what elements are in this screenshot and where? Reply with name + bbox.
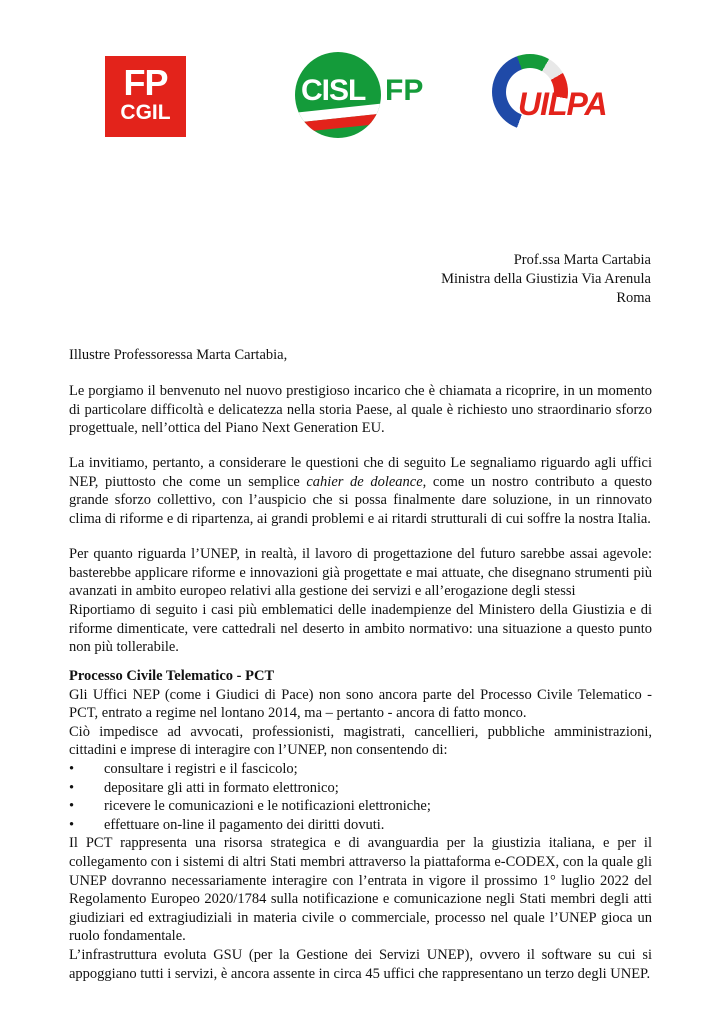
cisl-logo-text: CISL <box>301 74 366 107</box>
recipient-address <box>441 251 651 308</box>
section-paragraph-gsu: L’infrastruttura evoluta GSU (per la Gestione dei Servizi UNEP), ovvero il software su cui si appoggiano tutti i servizi, è ancora assente in circa 45 uffici che rappresentano un terzo degli UNEP. <box>69 946 652 982</box>
address-line-name: Prof.ssa Marta Cartabia <box>513 252 651 268</box>
paragraph-invitation-end: , come un nostro contributo a questo grande sforzo collettivo, con l’auspicio che si possa finalmente dare soluzione, in un rinnovato clima di riforme e di ripartenza, ai grandi problemi e ai ritardi strutturali di cui soffre la nostra Italia. <box>69 473 652 527</box>
list-item: • consultare i registri e il fascicolo; <box>69 760 652 779</box>
fp-cgil-logo-line1: FP <box>123 62 168 103</box>
paragraph-invitation-italic: cahier de doleance <box>306 473 423 490</box>
paragraph-invitation-start: La invitiamo, pertanto, a considerare le questioni che di seguito Le segnaliamo riguardo agli uffici NEP, piuttosto che come un semplice <box>69 455 652 490</box>
cisl-fp-logo <box>295 52 430 138</box>
address-line-city: Roma <box>616 290 651 306</box>
fp-cgil-logo <box>105 56 186 137</box>
bullet-list <box>69 760 652 834</box>
paragraph-welcome: Le porgiamo il benvenuto nel nuovo prestigioso incarico che è chiamata a ricoprire, in un momento di particolare difficoltà e delicatezza nella storia Paese, al quale è richiesto uno straordinario sforzo progettuale, nell’ottica del Piano Next Generation EU. <box>69 383 652 437</box>
cisl-fp-logo-text: FP <box>385 74 424 107</box>
address-line-office: Ministra della Giustizia Via Arenula <box>441 271 651 287</box>
paragraph-invitation <box>69 454 652 528</box>
list-item: • ricevere le comunicazioni e le notificazioni elettroniche; <box>69 797 652 816</box>
uilpa-logo-text: UILPA <box>518 86 607 122</box>
fp-cgil-logo-line2: CGIL <box>120 101 171 124</box>
uilpa-logo <box>492 54 632 138</box>
section-lead: Ciò impedisce ad avvocati, professionisti, magistrati, cancellieri, pubbliche amministrazioni, cittadini e imprese di interagire con l’UNEP, non consentendo di: <box>69 723 652 759</box>
list-item: • effettuare on-line il pagamento dei diritti dovuti. <box>69 816 652 835</box>
section-intro: Gli Uffici NEP (come i Giudici di Pace) non sono ancora parte del Processo Civile Telematico - PCT, entrato a regime nel lontano 2014, ma – pertanto - ancora di fatto monco. <box>69 686 652 722</box>
section-paragraph-pct: Il PCT rappresenta una risorsa strategica e di avanguardia per la giustizia italiana, e per il collegamento con i sistemi di altri Stati membri attraverso la piattaforma e-CODEX, con la quale gli UNEP dovranno necessariamente interagire con l’entrata in vigore il prossimo 1° luglio 2022 del Regolamento Europeo 2020/1784 sulla notificazione e comunicazione negli Stati membri degli atti giudiziari ed extragiudiziali in materia civile o commerciale, processo nel quale l’UNEP gioca un ruolo fondamentale. <box>69 835 652 945</box>
section-pct <box>69 667 652 983</box>
salutation: Illustre Professoressa Marta Cartabia, <box>69 347 288 363</box>
paragraph-unep: Per quanto riguarda l’UNEP, in realtà, il lavoro di progettazione del futuro sarebbe assai agevole: basterebbe applicare riforme e innovazioni già progettate e mai attuate, che disegnano strumenti più avanzati in ambito europeo relativi alla gestione dei servizi e all’erogazione degli stessi <box>69 546 652 600</box>
list-item: • depositare gli atti in formato elettronico; <box>69 779 652 798</box>
section-heading: Processo Civile Telematico - PCT <box>69 668 275 684</box>
paragraph-cases: Riportiamo di seguito i casi più emblematici delle inadempienze del Ministero della Giustizia e di riforme dimenticate, vere cattedrali nel deserto in ambito normativo: una situazione a questo punto non più tollerabile. <box>69 602 652 656</box>
